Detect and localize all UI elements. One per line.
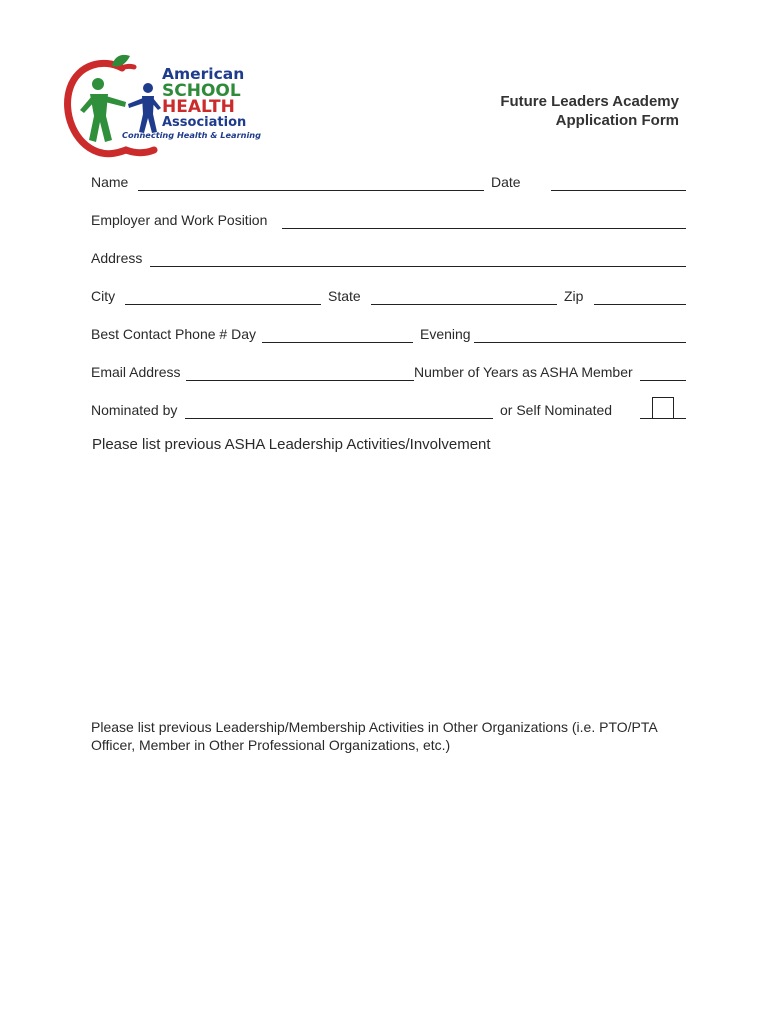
logo-tagline: Connecting Health & Learning (122, 130, 261, 140)
self-nominated-label: or Self Nominated (500, 402, 613, 418)
logo-line-american: American (162, 65, 245, 83)
blue-figure-icon (128, 83, 161, 133)
email-label: Email Address (91, 364, 181, 380)
years-member-label: Number of Years as ASHA Member (414, 364, 633, 380)
nominated-by-label: Nominated by (91, 402, 178, 418)
employer-label: Employer and Work Position (91, 212, 268, 228)
city-field[interactable] (125, 304, 321, 305)
email-field[interactable] (186, 380, 414, 381)
logo-line-health: HEALTH (162, 97, 235, 117)
address-label: Address (91, 250, 143, 266)
zip-field[interactable] (594, 304, 686, 305)
state-label: State (328, 288, 361, 304)
green-figure-icon (80, 78, 126, 142)
phone-day-label: Best Contact Phone # Day (91, 326, 256, 342)
address-field[interactable] (150, 266, 686, 267)
employer-field[interactable] (282, 228, 686, 229)
other-activities-entry-area[interactable] (92, 762, 692, 1002)
self-nominated-checkbox[interactable] (652, 397, 674, 419)
date-field[interactable] (551, 190, 686, 191)
phone-evening-field[interactable] (474, 342, 686, 343)
form-title-line2: Application Form (555, 112, 679, 129)
phone-day-field[interactable] (262, 342, 413, 343)
nominated-by-field[interactable] (185, 418, 493, 419)
asha-logo (64, 54, 264, 158)
evening-label: Evening (420, 326, 471, 342)
name-field[interactable] (138, 190, 484, 191)
city-label: City (91, 288, 116, 304)
form-title-line1: Future Leaders Academy (500, 93, 679, 110)
other-activities-prompt: Please list previous Leadership/Membership Activities in Other Organizations (i.e. PTO/PTA Officer, Member in Other Professional Organizations, etc.) (91, 719, 657, 753)
state-field[interactable] (371, 304, 557, 305)
date-label: Date (491, 174, 521, 190)
name-label: Name (91, 174, 129, 190)
zip-label: Zip (564, 288, 584, 304)
asha-activities-entry-area[interactable] (92, 460, 692, 710)
asha-activities-prompt: Please list previous ASHA Leadership Activities/Involvement (92, 436, 491, 453)
years-member-field[interactable] (640, 380, 686, 381)
logo-line-school: SCHOOL (162, 81, 241, 101)
logo-line-association: Association (162, 115, 247, 130)
